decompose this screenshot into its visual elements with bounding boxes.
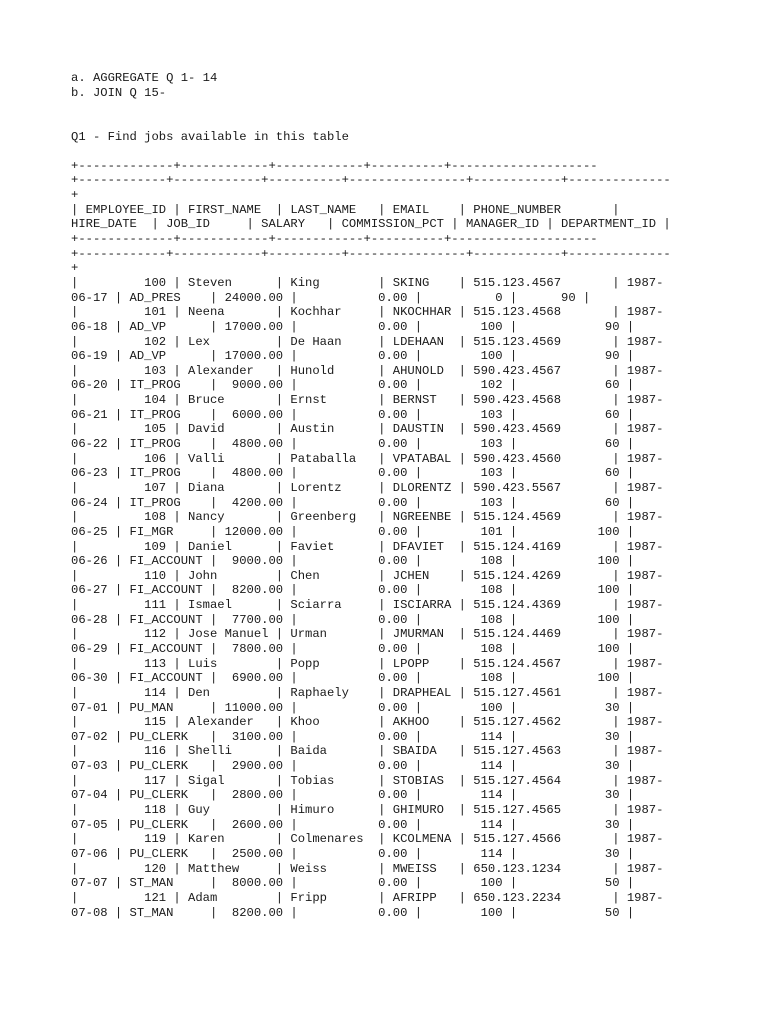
table-line: | 111 | Ismael | Sciarra | ISCIARRA | 515.124.4369 | 1987- bbox=[71, 598, 664, 613]
table-line: +-------------+------------+------------+----------+-------------------- bbox=[71, 158, 598, 173]
table-line: | 108 | Nancy | Greenberg | NGREENBE | 515.124.4569 | 1987- bbox=[71, 510, 664, 525]
table-line: 06-27 | FI_ACCOUNT | 8200.00 | 0.00 | 108 | 100 | bbox=[71, 583, 635, 598]
table-line: | 101 | Neena | Kochhar | NKOCHHAR | 515.123.4568 | 1987- bbox=[71, 305, 664, 320]
table-line: 06-18 | AD_VP | 17000.00 | 0.00 | 100 | 90 | bbox=[71, 319, 635, 334]
table-line: 06-19 | AD_VP | 17000.00 | 0.00 | 100 | 90 | bbox=[71, 349, 635, 364]
table-line: + bbox=[71, 261, 79, 276]
table-line: 06-29 | FI_ACCOUNT | 7800.00 | 0.00 | 108 | 100 | bbox=[71, 641, 635, 656]
table-line: 06-17 | AD_PRES | 24000.00 | 0.00 | 0 | 90 | bbox=[71, 290, 591, 305]
table-line: | 120 | Matthew | Weiss | MWEISS | 650.123.1234 | 1987- bbox=[71, 861, 664, 876]
header-line-a: a. AGGREGATE Q 1- 14 bbox=[71, 71, 218, 85]
table-line: 07-06 | PU_CLERK | 2500.00 | 0.00 | 114 | 30 | bbox=[71, 846, 635, 861]
table-line: 06-22 | IT_PROG | 4800.00 | 0.00 | 103 | 60 | bbox=[71, 437, 635, 452]
table-line: | 104 | Bruce | Ernst | BERNST | 590.423.4568 | 1987- bbox=[71, 393, 664, 408]
table-line: | 109 | Daniel | Faviet | DFAVIET | 515.124.4169 | 1987- bbox=[71, 539, 664, 554]
table-line: | 107 | Diana | Lorentz | DLORENTZ | 590.423.5567 | 1987- bbox=[71, 480, 664, 495]
table-line: | 121 | Adam | Fripp | AFRIPP | 650.123.2234 | 1987- bbox=[71, 890, 664, 905]
table-line: | 112 | Jose Manuel | Urman | JMURMAN | 515.124.4469 | 1987- bbox=[71, 627, 664, 642]
table-line: 06-20 | IT_PROG | 9000.00 | 0.00 | 102 | 60 | bbox=[71, 378, 635, 393]
table-line: | 113 | Luis | Popp | LPOPP | 515.124.4567 | 1987- bbox=[71, 656, 664, 671]
question-title: Q1 - Find jobs available in this table bbox=[71, 129, 349, 144]
table-line: | 106 | Valli | Pataballa | VPATABAL | 590.423.4560 | 1987- bbox=[71, 451, 664, 466]
table-line: 07-07 | ST_MAN | 8000.00 | 0.00 | 100 | 50 | bbox=[71, 876, 635, 891]
blank-line bbox=[71, 100, 711, 115]
ascii-table bbox=[71, 159, 711, 920]
table-line: 07-01 | PU_MAN | 11000.00 | 0.00 | 100 | 30 | bbox=[71, 700, 635, 715]
table-line: | 115 | Alexander | Khoo | AKHOO | 515.127.4562 | 1987- bbox=[71, 715, 664, 730]
table-line: +------------+------------+----------+----------------+------------+-------------- bbox=[71, 173, 671, 188]
table-line: | 102 | Lex | De Haan | LDEHAAN | 515.123.4569 | 1987- bbox=[71, 334, 664, 349]
table-line: 06-30 | FI_ACCOUNT | 6900.00 | 0.00 | 108 | 100 | bbox=[71, 671, 635, 686]
table-line: 06-26 | FI_ACCOUNT | 9000.00 | 0.00 | 108 | 100 | bbox=[71, 554, 635, 569]
table-line: | EMPLOYEE_ID | FIRST_NAME | LAST_NAME | EMAIL | PHONE_NUMBER | bbox=[71, 202, 620, 217]
table-line: + bbox=[71, 188, 79, 203]
table-line: | 117 | Sigal | Tobias | STOBIAS | 515.127.4564 | 1987- bbox=[71, 773, 664, 788]
document-page bbox=[71, 71, 711, 920]
table-line: +-------------+------------+------------+----------+-------------------- bbox=[71, 232, 598, 247]
table-line: 06-21 | IT_PROG | 6000.00 | 0.00 | 103 | 60 | bbox=[71, 407, 635, 422]
table-line: 07-02 | PU_CLERK | 3100.00 | 0.00 | 114 | 30 | bbox=[71, 729, 635, 744]
header-line-b: b. JOIN Q 15- bbox=[71, 85, 167, 100]
table-line: 07-03 | PU_CLERK | 2900.00 | 0.00 | 114 | 30 | bbox=[71, 759, 635, 774]
table-line: | 105 | David | Austin | DAUSTIN | 590.423.4569 | 1987- bbox=[71, 422, 664, 437]
blank-line bbox=[71, 144, 711, 159]
table-line: HIRE_DATE | JOB_ID | SALARY | COMMISSION_PCT | MANAGER_ID | DEPARTMENT_ID | bbox=[71, 217, 671, 232]
table-line: | 119 | Karen | Colmenares | KCOLMENA | 515.127.4566 | 1987- bbox=[71, 832, 664, 847]
table-line: | 118 | Guy | Himuro | GHIMURO | 515.127.4565 | 1987- bbox=[71, 803, 664, 818]
table-line: 07-05 | PU_CLERK | 2600.00 | 0.00 | 114 | 30 | bbox=[71, 817, 635, 832]
table-line: | 110 | John | Chen | JCHEN | 515.124.4269 | 1987- bbox=[71, 568, 664, 583]
table-line: | 114 | Den | Raphaely | DRAPHEAL | 515.127.4561 | 1987- bbox=[71, 685, 664, 700]
table-line: | 103 | Alexander | Hunold | AHUNOLD | 590.423.4567 | 1987- bbox=[71, 363, 664, 378]
table-line: 06-23 | IT_PROG | 4800.00 | 0.00 | 103 | 60 | bbox=[71, 466, 635, 481]
table-line: 06-24 | IT_PROG | 4200.00 | 0.00 | 103 | 60 | bbox=[71, 495, 635, 510]
table-line: 07-04 | PU_CLERK | 2800.00 | 0.00 | 114 | 30 | bbox=[71, 788, 635, 803]
blank-line bbox=[71, 115, 711, 130]
table-line: 07-08 | ST_MAN | 8200.00 | 0.00 | 100 | 50 | bbox=[71, 905, 635, 920]
table-line: 06-25 | FI_MGR | 12000.00 | 0.00 | 101 | 100 | bbox=[71, 524, 635, 539]
table-line: | 100 | Steven | King | SKING | 515.123.4567 | 1987- bbox=[71, 275, 664, 290]
table-line: | 116 | Shelli | Baida | SBAIDA | 515.127.4563 | 1987- bbox=[71, 744, 664, 759]
table-line: +------------+------------+----------+----------------+------------+-------------- bbox=[71, 246, 671, 261]
table-line: 06-28 | FI_ACCOUNT | 7700.00 | 0.00 | 108 | 100 | bbox=[71, 612, 635, 627]
